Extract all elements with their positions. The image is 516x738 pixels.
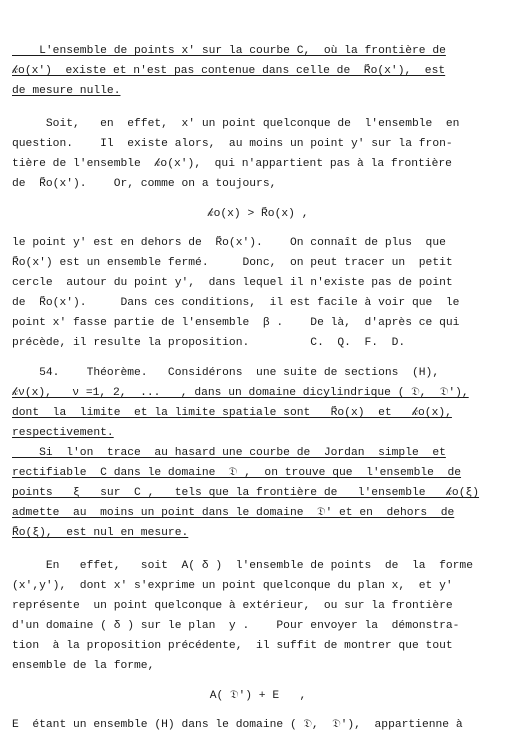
text-line: point x' fasse partie de l'ensemble β . De là, d'après ce qui — [12, 317, 460, 329]
text-line: R̃o(ξ), est nul en mesure. — [12, 527, 189, 539]
text-line: ensemble de la forme, — [12, 660, 155, 672]
text-line: admette au moins un point dans le domaine 𝔇' et en dehors de — [12, 507, 455, 519]
text-line: rectifiable C dans le domaine 𝔇 , on trouve que l'ensemble de — [12, 467, 462, 479]
text-line: 𝓀o(x') existe et n'est pas contenue dans celle de R̃o(x'), est — [12, 65, 446, 77]
formula-line: 𝓀o(x) > R̃o(x) , — [207, 208, 309, 220]
text-line: d'un domaine ( δ ) sur le plan y . Pour envoyer la démonstra- — [12, 620, 460, 632]
text-line: tière de l'ensemble 𝓀o(x'), qui n'appartient pas à la frontière — [12, 158, 452, 170]
text-line: de R̃o(x'). Or, comme on a toujours, — [12, 178, 277, 190]
text-line: cercle autour du point y', dans lequel il n'existe pas de point — [12, 277, 453, 289]
formula-line: A( 𝔇') + E , — [209, 690, 307, 702]
text-line: Soit, en effet, x' un point quelconque de l'ensemble en — [12, 118, 460, 130]
text-line: le point y' est en dehors de R̃o(x'). On connaît de plus que — [12, 237, 446, 249]
text-line: Si l'on trace au hasard une courbe de Jordan simple et — [12, 447, 446, 459]
text-line: points ξ sur C , tels que la frontière de l'ensemble 𝓀o(ξ) — [12, 487, 480, 499]
text-line: R̃o(x') est un ensemble fermé. Donc, on peut tracer un petit — [12, 257, 453, 269]
text-line: précède, il resulte la proposition. C. Q. F. D. — [12, 337, 406, 349]
text-line: L'ensemble de points x' sur la courbe C, où la frontière de — [12, 45, 446, 57]
text-line: de R̃o(x'). Dans ces conditions, il est facile à voir que le — [12, 297, 460, 309]
text-line: En effet, soit A( δ ) l'ensemble de points de la forme — [12, 560, 473, 572]
text-line: de mesure nulle. — [12, 85, 121, 97]
text-line: représente un point quelconque à extérieur, ou sur la frontière — [12, 600, 453, 612]
text-line: E étant un ensemble (H) dans le domaine ( 𝔇, 𝔇'), appartienne à — [12, 719, 463, 731]
theorem-heading: 54. Théorème. Considérons une suite de sections (H), — [12, 367, 440, 379]
text-line: (x',y'), dont x' s'exprime un point quelconque du plan x, et y' — [12, 580, 453, 592]
text-line: tion à la proposition précédente, il suffit de montrer que tout — [12, 640, 453, 652]
text-line: question. Il existe alors, au moins un point y' sur la fron- — [12, 138, 453, 150]
text-line: respectivement. — [12, 427, 114, 439]
text-line: 𝓀ν(x), ν =1, 2, ... , dans un domaine dicylindrique ( 𝔇, 𝔇'), — [12, 387, 469, 399]
text-line: dont la limite et la limite spatiale sont R̃o(x) et 𝓀o(x), — [12, 407, 452, 419]
